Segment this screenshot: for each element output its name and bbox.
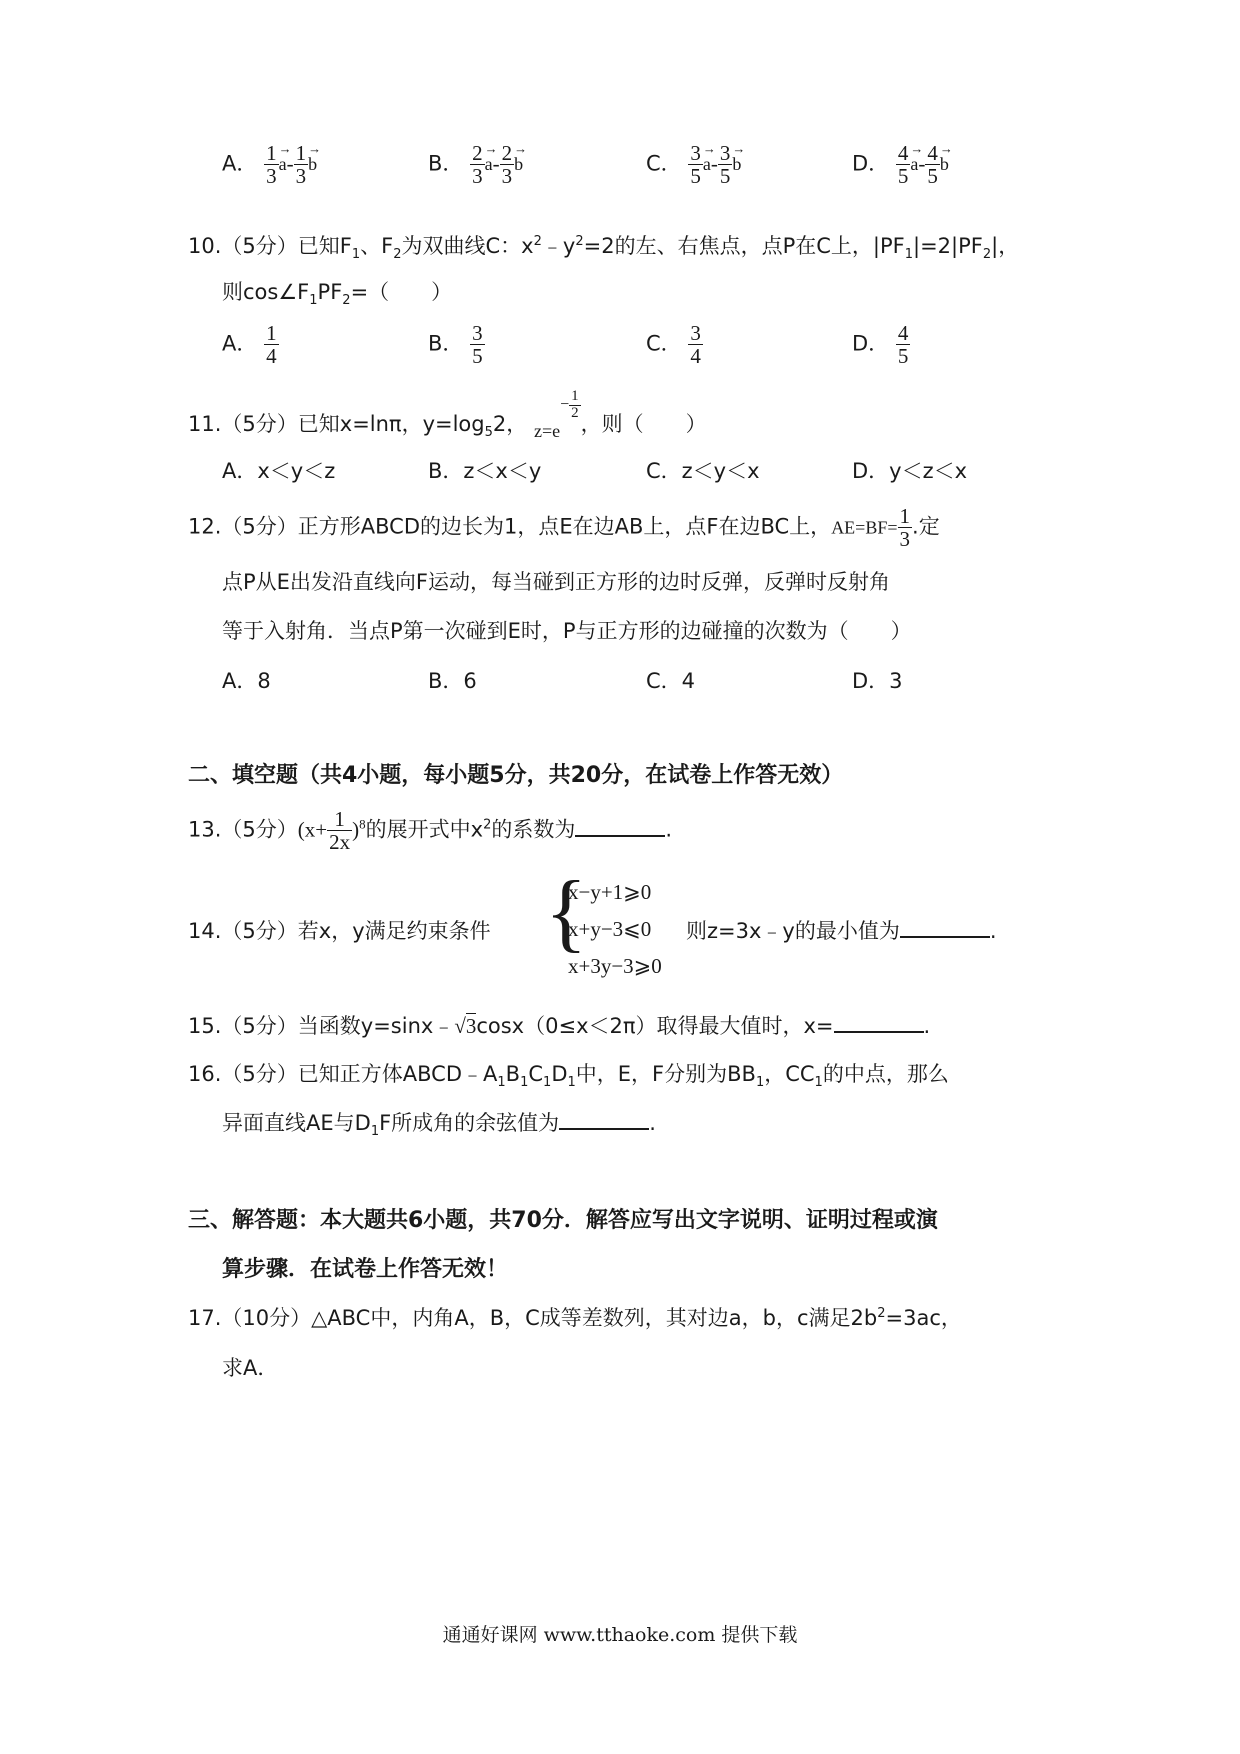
question-10-line-1: 10.（5分）已知$F_1$、$F_2$为双曲线C：$x^2﹣y^2=2$的左、右焦点，点P在C上，$|PF_1|=2|PF_2|$， <box>188 234 1020 263</box>
question-17-line-1: 17.（10分）△ABC中，内角A，B，C成等差数列，其对边a，b，c满足$2b^2=3ac$， <box>188 1306 962 1330</box>
q9-option-a: A． $\frac{1}{3}$ → a- $\frac{1}{3}$ → b <box>222 142 317 187</box>
q11-option-c: C．z＜y＜x <box>646 459 760 483</box>
section-3-heading-line-1: 三、解答题：本大题共6小题，共70分．解答应写出文字说明、证明过程或演 <box>188 1208 938 1233</box>
q11-option-b: B．z＜x＜y <box>428 459 542 483</box>
q14-answer-blank <box>900 918 990 938</box>
q15-answer-blank <box>834 1013 924 1033</box>
question-14-tail: 则z=3x﹣y的最小值为 . <box>686 919 997 943</box>
q9-option-b: B． $\frac{2}{3}$ → a- $\frac{2}{3}$ → b <box>428 142 523 187</box>
q16-answer-blank <box>559 1110 649 1130</box>
question-14: 14.（5分）若x，y满足约束条件 <box>188 919 491 943</box>
q9-option-c: C． $\frac{3}{5}$ → a- $\frac{3}{5}$ → b <box>646 142 741 187</box>
constraint-brace: { <box>545 864 588 961</box>
question-12-line-1: 12.（5分）正方形ABCD的边长为1，点E在边AB上，点F在边BC上，AE=BF= $\frac{1}{3}$ .定 <box>188 504 940 552</box>
constraint-1: x−y+1⩾0 <box>568 880 652 904</box>
q9-option-d: D． $\frac{4}{5}$ → a- $\frac{4}{5}$ → b <box>852 142 949 187</box>
question-16-line-2: 异面直线AE与$D_1F$所成角的余弦值为 . <box>222 1111 656 1140</box>
q10-option-b: B． $\frac{3}{5}$ <box>428 321 483 369</box>
q13-answer-blank <box>575 817 665 837</box>
question-17-line-2: 求A． <box>222 1356 279 1380</box>
q10-option-c: C． $\frac{3}{4}$ <box>646 321 701 369</box>
question-13: 13.（5分）(x+ $\frac{1}{2x}$ )$^8$的展开式中$x^2$的系数为 . <box>188 807 673 855</box>
constraint-3: x+3y−3⩾0 <box>568 954 662 978</box>
question-15: 15.（5分）当函数y=sinx﹣√3cosx（0≤x＜2π）取得最大值时，x= . <box>188 1014 931 1038</box>
question-11: 11.（5分）已知x=lnπ，$y=\log_52$， $z=e^{- \frac{1}{2}}$ ，则（ ） <box>188 388 707 441</box>
question-10-line-2: 则$\cos\angle F_1PF_2=$（ ） <box>222 280 453 309</box>
q11-option-a: A．x＜y＜z <box>222 459 336 483</box>
section-3-heading-line-2: 算步骤．在试卷上作答无效！ <box>222 1257 509 1282</box>
q11-option-d: D．y＜z＜x <box>852 459 968 483</box>
q12-option-b: B．6 <box>428 669 477 693</box>
question-12-line-3: 等于入射角．当点P第一次碰到E时，P与正方形的边碰撞的次数为（ ） <box>222 619 912 643</box>
q10-option-d: D． $\frac{4}{5}$ <box>852 321 909 369</box>
page-footer: 通通好课网 www.tthaoke.com 提供下载 <box>442 1624 798 1646</box>
q12-option-c: C．4 <box>646 669 696 693</box>
question-16-line-1: 16.（5分）已知正方体$ABCD﹣A_1B_1C_1D_1$中，E，F分别为$BB_1$，$CC_1$的中点，那么 <box>188 1062 949 1091</box>
section-2-heading: 二、填空题（共4小题，每小题5分，共20分，在试卷上作答无效） <box>188 763 844 788</box>
constraint-2: x+y−3⩽0 <box>568 917 652 941</box>
q10-option-a: A． $\frac{1}{4}$ <box>222 321 277 369</box>
q12-option-d: D．3 <box>852 669 903 693</box>
q12-option-a: A．8 <box>222 669 271 693</box>
question-12-line-2: 点P从E出发沿直线向F运动，每当碰到正方形的边时反弹，反弹时反射角 <box>222 570 891 594</box>
